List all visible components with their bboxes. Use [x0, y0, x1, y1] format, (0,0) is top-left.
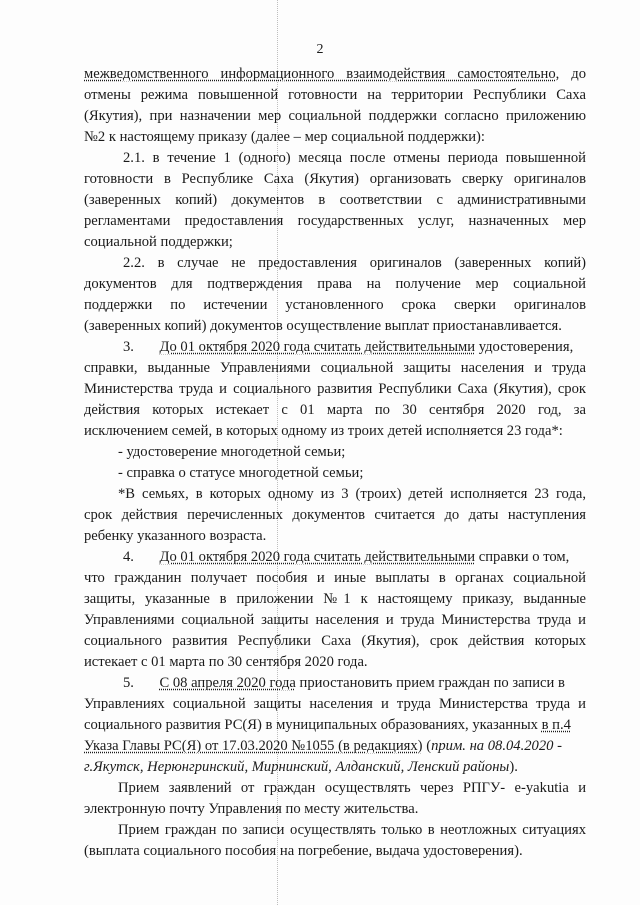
text-line: что гражданин получает пособия и иные выплаты в органах социальной	[84, 570, 586, 586]
text-line: 5. С 08 апреля 2020 года приостановить прием граждан по записи в	[123, 675, 565, 691]
text-line: социального развития РС(Я) в муниципальных образованиях, указанных в п.4	[84, 717, 571, 733]
text-line: защиты, указанные в приложении №1 к настоящему приказу, выданные	[84, 591, 586, 607]
text-line: Указа Главы РС(Я) от 17.03.2020 №1055 (в редакциях) (прим. на 08.04.2020 -	[84, 738, 562, 754]
page-number: 2	[316, 42, 324, 57]
text-line: Министерства труда и социального развития Республики Саха (Якутия), срок	[84, 381, 586, 397]
text-line: готовности в Республике Саха (Якутия) организовать сверку оригиналов	[84, 171, 586, 187]
text-line: регламентами предоставления государственных услуг, назначенных мер	[84, 213, 586, 229]
list-item: - удостоверение многодетной семьи;	[118, 444, 346, 460]
text-line: *В семьях, в которых одному из 3 (троих) детей исполняется 23 года,	[118, 486, 586, 502]
text-line: 2.2. в случае не предоставления оригиналов (заверенных копий)	[123, 255, 586, 271]
text-line: документов для подтверждения права на получение мер социальной	[84, 276, 586, 292]
text-line: (заверенных копий) документов осуществление выплат приостанавливается.	[84, 318, 562, 334]
text-line: поддержки по истечении установленного срока сверки оригиналов	[84, 297, 586, 313]
text-line: межведомственного информационного взаимодействия самостоятельно, до	[84, 66, 586, 82]
text-line: социальной поддержки;	[84, 234, 233, 250]
text-line: Управлениях социальной защиты населения и труда Министерства труда и	[84, 696, 586, 712]
text-line: (Якутия), при назначении мер социальной поддержки согласно приложению	[84, 108, 586, 124]
text-line: социального развития Республики Саха (Якутия), срок действия которых	[84, 633, 586, 649]
text-line: 3. До 01 октября 2020 года считать действительными удостоверения,	[123, 339, 574, 355]
text-line: Прием заявлений от граждан осуществлять через РПГУ- e-yakutia и	[118, 780, 586, 796]
text-line: Прием граждан по записи осуществлять только в неотложных ситуациях	[118, 822, 586, 838]
text-line: Управлениями социальной защиты населения и труда Министерства труда и	[84, 612, 586, 628]
list-item: - справка о статусе многодетной семьи;	[118, 465, 364, 481]
text-line: действия которых истекает с 01 марта по 30 сентября 2020 год, за	[84, 402, 586, 418]
text-line: срок действия перечисленных документов считается до даты наступления	[84, 507, 586, 523]
text-line: г.Якутск, Нерюнгринский, Мирнинский, Алданский, Ленский районы).	[84, 759, 518, 775]
text-line: (выплата социального пособия на погребение, выдача удостоверения).	[84, 843, 523, 859]
text-line: исключением семей, в которых одному из троих детей исполняется 23 года*:	[84, 423, 563, 439]
text-line: 2.1. в течение 1 (одного) месяца после отмены периода повышенной	[123, 150, 586, 166]
text-line: ребенку указанного возраста.	[84, 528, 267, 544]
text-line: (заверенных копий) документов в соответствии с административными	[84, 192, 586, 208]
text-line: электронную почту Управления по месту жительства.	[84, 801, 419, 817]
text-line: отмены режима повышенной готовности на территории Республики Саха	[84, 87, 586, 103]
text-line: 4. До 01 октября 2020 года считать действительными справки о том,	[123, 549, 570, 565]
text-line: истекает с 01 марта по 30 сентября 2020 года.	[84, 654, 368, 670]
text-line: справки, выданные Управлениями социальной защиты населения и труда	[84, 360, 586, 376]
text-line: №2 к настоящему приказу (далее – мер социальной поддержки):	[84, 129, 485, 145]
